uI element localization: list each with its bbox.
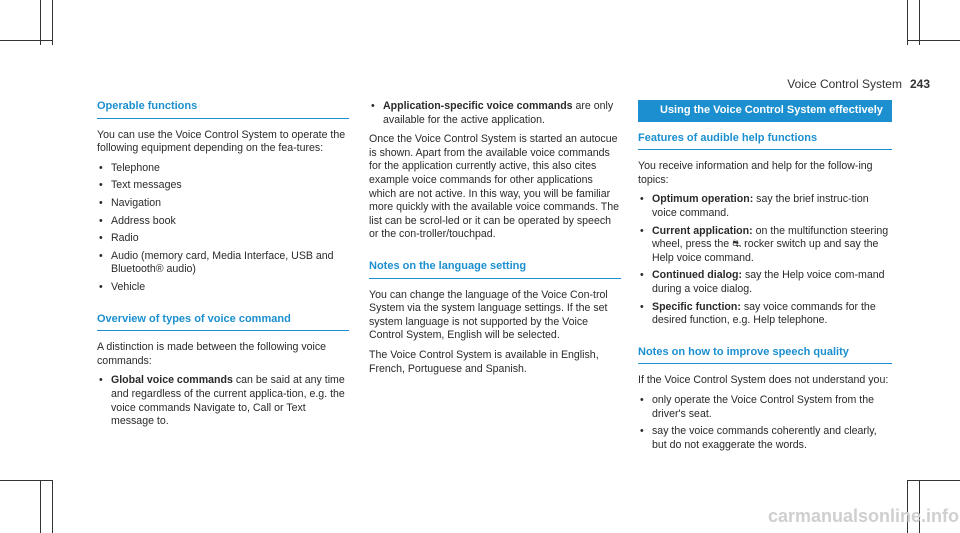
list-item: • Navigation bbox=[97, 197, 349, 211]
item-term: Application-specific voice commands bbox=[383, 100, 573, 112]
column-1 bbox=[97, 100, 349, 435]
command-type-list bbox=[97, 374, 349, 428]
list-item: • Telephone bbox=[97, 162, 349, 176]
list-item: • Address book bbox=[97, 215, 349, 229]
crop-mark bbox=[907, 480, 960, 481]
help-topics-list bbox=[638, 193, 892, 327]
section-banner: Using the Voice Control System effectively bbox=[638, 100, 892, 122]
list-item bbox=[638, 269, 892, 296]
list-item bbox=[638, 193, 892, 220]
running-header bbox=[787, 77, 930, 91]
item-term: Specific function: bbox=[652, 300, 741, 313]
crop-mark bbox=[40, 0, 41, 45]
item-text: can be said at any time and regardless of the current applica-tion, e.g. the voice commands Navigate to, Call or Text message to. bbox=[111, 374, 345, 428]
paragraph: You receive information and help for the follow-ing topics: bbox=[638, 160, 873, 186]
paragraph: If the Voice Control System does not understand you: bbox=[638, 374, 889, 387]
section-title-speech-quality: Notes on how to improve speech quality bbox=[638, 346, 892, 365]
item-term: Current application: bbox=[652, 224, 753, 237]
list-item: • Vehicle bbox=[97, 281, 349, 295]
item-text: say the Help voice com-mand during a voice dialog. bbox=[652, 269, 885, 295]
crop-mark bbox=[907, 0, 908, 45]
list-item: • say the voice commands coherently and clearly, but do not exaggerate the words. bbox=[638, 425, 892, 452]
command-type-list-cont bbox=[369, 100, 621, 127]
paragraph: You can use the Voice Control System to operate the following equipment depending on the fea-tures: bbox=[97, 128, 346, 155]
list-item bbox=[638, 301, 892, 328]
paragraph: A distinction is made between the following voice commands: bbox=[97, 341, 327, 367]
crop-mark bbox=[907, 40, 960, 41]
item-term: Optimum operation: bbox=[652, 193, 754, 206]
list-item: • Radio bbox=[97, 232, 349, 246]
section-title-language: Notes on the language setting bbox=[369, 260, 621, 279]
item-text: are only available for the active application. bbox=[383, 100, 614, 126]
crop-mark bbox=[0, 480, 52, 481]
paragraph: Once the Voice Control System is started an autocue is shown. Apart from the available voice commands for the application currently active, this also cites example voice commands for other applications which are not active. In this way, you will be familiar more quickly with the available voice commands. The list can be scrol-led or it can be operated by speech or the con-troller/touchpad. bbox=[369, 133, 620, 241]
item-term: Global voice commands bbox=[111, 374, 233, 387]
section-title-help: Features of audible help functions bbox=[638, 132, 892, 151]
item-text: say the brief instruc-tion voice command. bbox=[652, 193, 869, 219]
paragraph: You can change the language of the Voice Con-trol System via the system language settings. If the set system language is not supported by the Voice Control System, English will be selected. bbox=[369, 288, 608, 342]
page-number: 243 bbox=[909, 77, 930, 91]
crop-mark bbox=[0, 40, 52, 41]
paragraph: The Voice Control System is available in English, French, Portuguese and Spanish. bbox=[369, 348, 599, 375]
list-item: • Text messages bbox=[97, 179, 349, 193]
section-title-overview: Overview of types of voice command bbox=[97, 313, 349, 332]
column-2 bbox=[369, 100, 621, 382]
crop-mark bbox=[919, 0, 920, 45]
equipment-list bbox=[97, 162, 349, 295]
crop-mark bbox=[52, 0, 53, 45]
list-item bbox=[369, 100, 621, 127]
column-3 bbox=[638, 100, 892, 458]
speech-tips-list bbox=[638, 394, 892, 452]
watermark: carmanualsonline.info bbox=[768, 506, 960, 526]
list-item: • only operate the Voice Control System from the driver's seat. bbox=[638, 394, 892, 421]
item-term: Continued dialog: bbox=[652, 269, 743, 282]
list-item bbox=[638, 225, 892, 266]
crop-mark bbox=[40, 480, 41, 533]
list-item: • Audio (memory card, Media Interface, USB and Bluetooth® audio) bbox=[97, 250, 349, 277]
item-text: say voice commands for the desired function, e.g. Help telephone. bbox=[652, 300, 876, 327]
list-item bbox=[97, 374, 349, 428]
header-title: Voice Control System bbox=[787, 77, 902, 91]
crop-mark bbox=[52, 480, 53, 533]
item-text: on the multifunction steering wheel, press the ⛐ rocker switch up and say the Help voice command. bbox=[652, 224, 889, 264]
section-title-operable-functions: Operable functions bbox=[97, 100, 349, 119]
